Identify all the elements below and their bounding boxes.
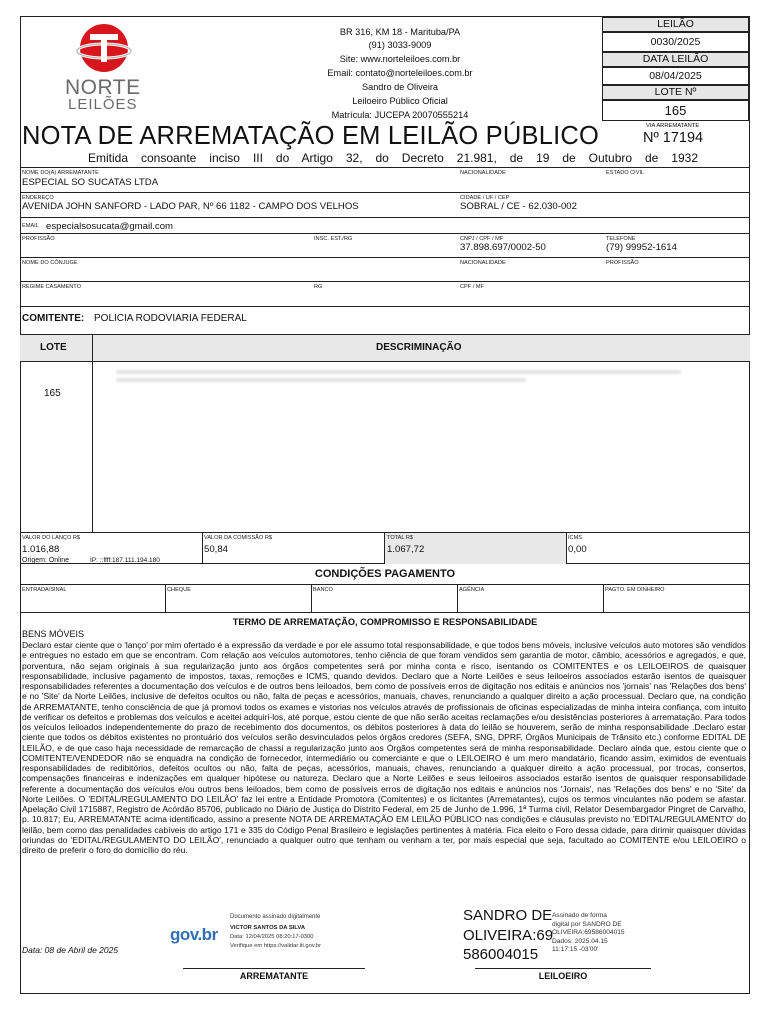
description-header: DESCRIMINAÇÃO (376, 342, 462, 353)
payment-title: CONDIÇÕES PAGAMENTO (314, 568, 456, 580)
leiloeiro-label: LEILOEIRO (538, 971, 588, 981)
rg-label: RG (314, 284, 323, 290)
icms-value: 0,00 (568, 544, 587, 555)
sig-name-line: 586004015 (463, 946, 539, 963)
phone-value: (79) 99952-1614 (606, 242, 677, 253)
govbr-signed-text: Documento assinado digitalmente (230, 914, 321, 920)
lote-number: 165 (602, 100, 749, 121)
redacted-description-line (116, 378, 526, 382)
leiloeiro-signature-details (552, 912, 662, 955)
address-label: ENDEREÇO (22, 195, 54, 201)
govbr-signer-name: VICTOR SANTOS DA SILVA (230, 925, 306, 931)
arrematante-label: ARREMATANTE (239, 971, 309, 981)
values-row (20, 532, 750, 564)
phone-line: (91) 3033-9009 (368, 40, 432, 50)
sig-detail-line: OLIVEIRA:69586004015 (552, 929, 625, 937)
city-value: SOBRAL / CE - 62.030-002 (460, 201, 577, 212)
icms-label: ICMS (568, 535, 582, 541)
sig-detail-line: Dados: 2025.04.15 (552, 937, 608, 945)
site-line: Site: www.norteleiloes.com.br (339, 54, 461, 64)
bid-value-label: VALOR DO LANÇO R$ (22, 535, 81, 541)
data-leilao-label: DATA LEILÃO (602, 52, 749, 67)
leiloeiro-signature-name (463, 906, 553, 965)
email-value: especialsosucata@gmail.com (46, 221, 174, 232)
arrematante-sign-line (183, 968, 365, 969)
signature-date: Data: 08 de Abril de 2025 (22, 945, 119, 955)
profession-row (20, 233, 750, 257)
payment-divider (457, 585, 458, 613)
nationality-label: NACIONALIDADE (460, 170, 506, 176)
address-value: AVENIDA JOHN SANFORD - LADO PAR, Nº 66 1182 - CAMPO DOS VELHOS (22, 201, 359, 212)
leilao-label: LEILÃO (602, 17, 749, 32)
lote-label: LOTE Nº (602, 85, 749, 100)
payment-cash-label: PAGTO. EM DINHEIRO (605, 587, 665, 593)
total-label: TOTAL R$ (387, 535, 414, 541)
document-title: NOTA DE ARREMATAÇÃO EM LEILÃO PÚBLICO (22, 122, 600, 150)
payment-row (20, 584, 750, 613)
sig-detail-line: Assinado de forma (552, 912, 607, 919)
email-label: EMAIL (22, 223, 39, 229)
profession-label: PROFISSÃO (22, 236, 55, 242)
sig-name-line: SANDRO DE (463, 907, 553, 924)
comitente-label: COMITENTE: (22, 313, 85, 324)
lot-description-cell (96, 362, 746, 532)
auctioneer-name: Sandro de Oliveira (361, 82, 439, 92)
marriage-regime-label: REGIME CASAMENTO (22, 284, 81, 290)
redacted-description-line (116, 370, 681, 374)
address-line: BR 316, KM 18 - Marituba/PA (339, 27, 461, 37)
payment-bank-label: BANCO (313, 587, 333, 593)
cpf-label: CPF / MF (460, 284, 484, 290)
cnpj-label: CNPJ / CPF / MF (460, 236, 504, 242)
state-registration-label: INSC. EST./RG (314, 236, 353, 242)
sig-detail-line: digital por SANDRO DE (552, 920, 622, 928)
lot-column-divider (92, 334, 93, 532)
civil-status-label: ESTADO CIVIL (606, 170, 645, 176)
document-subtitle: Emitida consoante inciso III do Artigo 32, do Decreto 21.981, de 19 de Outubro de 1932 (88, 151, 698, 165)
via-label: VIA ARREMATANTE (646, 123, 700, 129)
payment-divider (165, 585, 166, 613)
leilao-number: 0030/2025 (602, 32, 749, 52)
terms-subtitle: BENS MÓVEIS (22, 629, 85, 639)
registration-line: Matrícula: JUCEPA 20070555214 (331, 110, 469, 120)
buyer-name-row (20, 167, 750, 192)
payment-agency-label: AGÊNCIA (459, 587, 485, 593)
commission-value: 50,84 (204, 544, 229, 555)
lot-table-header (20, 334, 750, 362)
auctioneer-role: Leiloeiro Público Oficial (352, 96, 448, 106)
total-value: 1.067,72 (387, 544, 425, 555)
ip-text: IP: ::ffff:187.111.194.180 (90, 557, 160, 564)
email-row (20, 217, 750, 233)
origin-text: Origem: Online (22, 557, 70, 564)
nota-number: Nº 17194 (643, 130, 704, 146)
govbr-logo-icon: gov.br (170, 925, 218, 944)
payment-divider (603, 585, 604, 613)
spouse-row (20, 257, 750, 281)
cnpj-value: 37.898.697/0002-50 (460, 242, 546, 253)
govbr-signature-stamp (168, 912, 368, 958)
terms-body: Declaro estar ciente que o 'lanço' por mim ofertado é a expressão da verdade e por ele assumo total responsabilidade, e que todos bens móveis, inclusive veículos auto motores são vendidos e entregues no estado em que se encontram. Com relação aos veículos automotores, tenho ciência de que foram vendidos sem garantia de motor, câmbio, acessórios e agregados, e que, porventura, não sejam originais à sua regularização junto aos órgãos competentes será por minha conta e risco, isentando os COMITENTES e os LEILOEIROS de quaisquer responsabilidade, inclusive pagamento de impostos, taxas, remoções e ICMS, quando devidos. Declaro que a Norte Leilões e seus leiloeiros associados estarão isentos de quaisquer responsabilidades referentes a documentação dos veículos e de outros bens leiloados, bem como de possíveis erros de digitação nos editais e anúncios nos 'jornais' nas 'Relações dos bens' e no 'Site' da Norte Leilões, inclusive de defeitos ocultos ou não, falta de peças e acessórios, manuais, chaves, renunciando a qualquer direito a ação processual. Declaro que, na condição de ARREMATANTE, tenho consciência de que já promovi todos os exames e vistorias nos veículos através de profissionais de oficinas especializadas de minha inteira confiança, com intuito de verificar os defeitos e problemas dos veículos e aceitei adquiri-los, até porque, estou ciente de que não serão aceitas reclamações e/ou desistências posteriores à arrematação. Para todos os veículos leiloados independentemente do prazo de recebimento dos documentos, os débitos posteriores à data do leilão se houverem, serão de minha responsabilidade .Declaro estar ciente que todos os débitos existentes no prontuário dos veículos serão desvinculados pelos órgãos credores (SEFA, SNG, DPRF, Órgãos Municipais de Trânsito etc.) conforme EDITAL DE LEILÃO, e de que caso haja necessidade de remarcação de chassi a regularização junto aos Órgãos competentes será de minha responsabilidade. Declaro ainda que, estou ciente que o COMITENTE/VENDEDOR não se enquadra na condição de fornecedor, intermediário ou comerciante e que o LEILOEIRO é um mero mandatário, ficando assim, eximidos de eventuais responsabilidades de redibitórios, defeitos ocultos ou não, falta de peças, acessórios, manuais, chaves, renunciando a qualquer direito a ação processual, por trocas, consertos, compensações financeiras e indenizações em qualquer hipótese ou natureza. Declaro que a Norte Leilões e seus leiloeiros associados estarão isentos de quaisquer responsabilidade referente a documentação dos veículos e/ou outros bens leiloados, bem como de possíveis erros de digitação nos editais e anúncios nos 'Jornais', nas 'Relações dos bens' e no 'Site' da Norte Leilões. O 'EDITAL/REGULAMENTO DO LEILÃO' faz lei entre a Entidade Promotora (Comitentes) e os licitantes (Arrematantes), cujos os termos vinculantes não podem se afastar. Apelação Civil 1715887, Registro de Acórdão 85706, publicado no Diário de Justiça do Distrito Federal, em 25 de Junho de 1.996, 1ª Turma civil, Relator Desembargador Pingret de Carvalho, p. 10.817; Eu, ARREMATANTE acima identificado, assino a presente NOTA DE ARREMATAÇÃO EM LEILÃO PÚBLICO nas condições e cláusulas previsto no 'EDITAL/REGULAMENTO' do leilão, bem como das penalidades cabíveis do artigo 171 e 335 do Código Penal Brasileiro e legislações pertinentes à matéria. Fica eleito o Foro dessa cidade, para dirimir quaisquer dúvidas oriundas do 'EDITAL/REGULAMENTO DO LEILÃO', renunciado a qualquer outro que tenham ou venham a ter, por mais especial que seja, facultado ao COMITENTE e/ou LEILOEIRO o direito de preferir o foro do domicílio do réu. (22, 640, 746, 855)
payment-check-label: CHEQUE (167, 587, 191, 593)
buyer-name: ESPECIAL SO SUCATAS LTDA (22, 177, 159, 188)
lote-header: LOTE (40, 342, 67, 353)
lot-number-cell: 165 (44, 388, 61, 399)
total-cell (384, 533, 566, 564)
logo-text-norte: NORTE (65, 76, 141, 99)
city-label: CIDADE / UF / CEP (460, 195, 510, 201)
data-leilao-value: 08/04/2025 (602, 67, 749, 85)
values-divider (566, 533, 567, 564)
marriage-row (20, 281, 750, 307)
bid-value: 1.016,88 (22, 544, 60, 555)
spouse-profession-label: PROFISSÃO (606, 260, 639, 266)
name-label: NOME DO(A) ARREMATANTE (22, 170, 99, 176)
payment-entry-label: ENTRADA/SINAL (22, 587, 67, 593)
address-row (20, 192, 750, 217)
terms-title: TERMO DE ARREMATAÇÃO, COMPROMISSO E RESPONSABILIDADE (232, 617, 538, 627)
govbr-verify-link: Verifique em https://validar.iti.gov.br (230, 943, 322, 949)
values-divider (202, 533, 203, 564)
spouse-nationality-label: NACIONALIDADE (460, 260, 506, 266)
norte-leiloes-logo (22, 18, 172, 118)
sig-name-line: OLIVEIRA:69 (463, 926, 554, 944)
payment-divider (311, 585, 312, 613)
sig-detail-line: 11:17:15 -03'00' (552, 946, 599, 954)
email-line: Email: contato@norteleiloes.com.br (327, 68, 473, 78)
phone-label: TELEFONE (606, 236, 636, 242)
govbr-signed-date: Data: 12/04/2025 08:20:17-0300 (230, 934, 314, 940)
leiloeiro-sign-line (475, 968, 651, 969)
commission-label: VALOR DA COMISSÃO R$ (204, 535, 272, 541)
logo-text-leiloes: LEILÕES (68, 96, 138, 113)
spouse-label: NOME DO CÔNJUGE (22, 260, 78, 266)
comitente-value: POLICIA RODOVIARIA FEDERAL (94, 313, 247, 324)
